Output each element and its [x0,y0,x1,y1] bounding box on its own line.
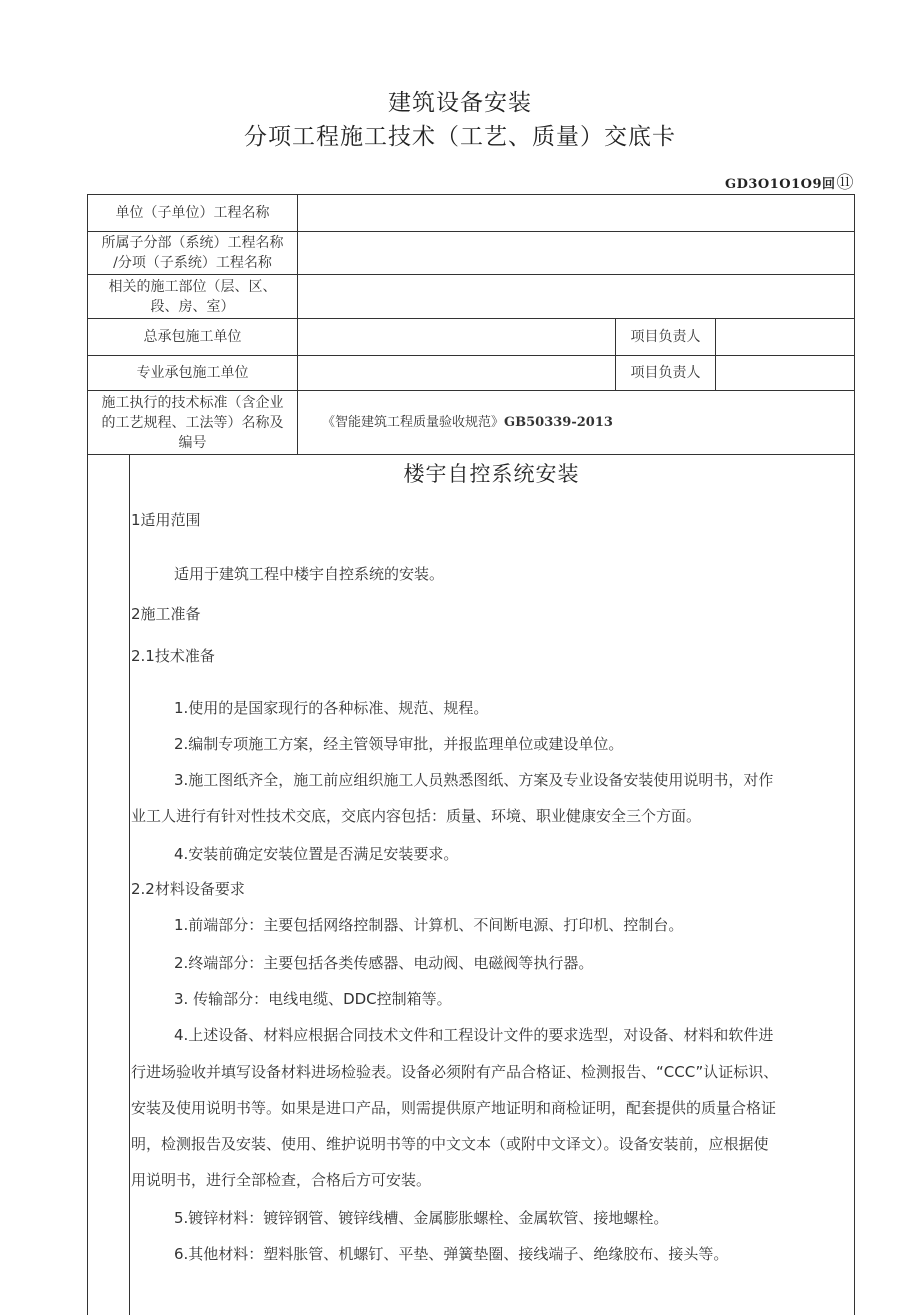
specialty-contractor-value [298,356,616,391]
paragraph: 6.其他材料：塑料胀管、机螺钉、平垫、弹簧垫圈、接线端子、绝缘胶布、接头等。 [174,1245,729,1263]
table-row [88,195,855,232]
standard-value [298,391,855,455]
paragraph: 5.镀锌材料：镀锌钢管、镀锌线槽、金属膨胀螺栓、金属软管、接地螺栓。 [174,1209,669,1227]
content-divider [129,455,130,1315]
project-manager-label-2: 项目负责人 [616,356,716,391]
document-subtitle: 分项工程施工技术（工艺、质量）交底卡 [244,124,676,150]
paragraph: 4.安装前确定安装位置是否满足安装要求。 [174,845,459,863]
document-code-number: ⑪ [836,173,854,193]
location-label [88,275,298,319]
paragraph-continuation: 业工人进行有针对性技术交底，交底内容包括：质量、环境、职业健康安全三个方面。 [131,807,702,825]
heading-preparation: 2施工准备 [131,605,201,623]
standard-label-line2: 的工艺规程、工法等）名称及 [101,414,284,431]
paragraph: 2.编制专项施工方案，经主管领导审批，并报监理单位或建设单位。 [174,735,624,753]
paragraph-continuation: 安装及使用说明书等。如果是进口产品，则需提供原产地证明和商检证明，配套提供的质量合格证 [131,1099,777,1117]
section-title: 楼宇自控系统安装 [403,462,580,486]
paragraph-continuation: 明，检测报告及安装、使用、维护说明书等的中文文本（或附中文译文）。设备安装前，应根据使 [131,1135,769,1153]
paragraph: 4.上述设备、材料应根据合同技术文件和工程设计文件的要求选型，对设备、材料和软件进 [174,1026,774,1044]
standard-label [88,391,298,455]
table-row [88,356,855,391]
table-row [88,391,855,455]
table-row [88,319,855,356]
location-value [298,275,855,319]
general-contractor-value [298,319,616,356]
sub-division-label-line1: 所属子分部（系统）工程名称 [101,235,284,251]
paragraph: 3.施工图纸齐全，施工前应组织施工人员熟悉图纸、方案及专业设备安装使用说明书，对作 [174,771,774,789]
document-code-text: GD3O1O1O9回 [724,177,836,192]
location-label-line2: 段、房、室） [150,298,235,315]
paragraph: 适用于建筑工程中楼宇自控系统的安装。 [174,565,445,583]
project-manager-label: 项目负责人 [616,319,716,356]
heading-materials: 2.2材料设备要求 [131,880,245,898]
table-row [88,275,855,319]
project-manager-value [716,319,855,356]
standard-label-line1: 施工执行的技术标准（含企业 [101,394,284,411]
paragraph: 2.终端部分：主要包括各类传感器、电动阀、电磁阀等执行器。 [174,954,594,972]
paragraph-continuation: 用说明书，进行全部检查，合格后方可安装。 [131,1171,432,1189]
general-contractor-label: 总承包施工单位 [88,319,298,356]
heading-scope: 1适用范围 [131,511,201,529]
heading-technical-prep: 2.1技术准备 [131,647,215,665]
sub-division-value [298,232,855,275]
standard-value-code: GB50339-2013 [504,414,613,430]
paragraph: 1.使用的是国家现行的各种标准、规范、规程。 [174,699,489,717]
paragraph-continuation: 行进场验收并填写设备材料进场检验表。设备必须附有产品合格证、检测报告、“CCC”认证标识、 [131,1063,779,1081]
document-title: 建筑设备安装 [388,90,532,116]
paragraph: 1.前端部分：主要包括网络控制器、计算机、不间断电源、打印机、控制台。 [174,916,684,934]
sub-division-label [88,232,298,275]
unit-name-value [298,195,855,232]
unit-name-label: 单位（子单位）工程名称 [88,195,298,232]
standard-label-line3: 编号 [178,434,207,451]
paragraph: 3. 传输部分：电线电缆、DDC控制箱等。 [174,990,452,1008]
standard-value-name: 《智能建筑工程质量验收规范》 [322,414,505,430]
specialty-contractor-label: 专业承包施工单位 [88,356,298,391]
info-table [87,194,855,455]
project-manager-value-2 [716,356,855,391]
sub-division-label-line2: /分项（子系统）工程名称 [113,255,272,271]
document-code [725,168,854,193]
location-label-line1: 相关的施工部位（层、区、 [108,278,277,295]
table-row [88,232,855,275]
